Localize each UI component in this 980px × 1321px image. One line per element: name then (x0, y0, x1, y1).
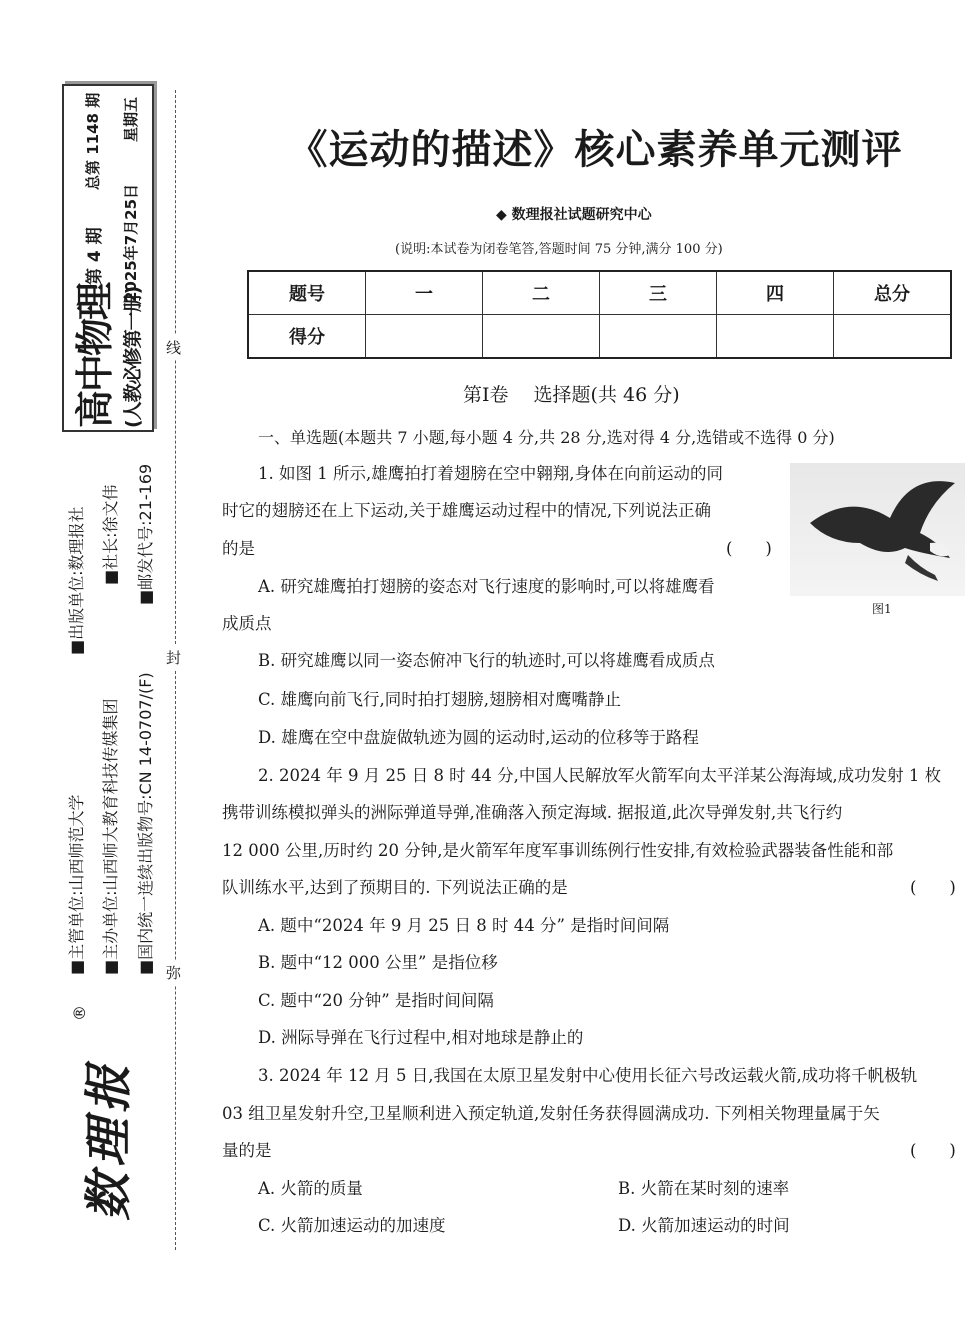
header-cell: 四 (717, 271, 834, 315)
q1-option-d: D. 雄鹰在空中盘旋做轨迹为圆的运动时,运动的位移等于路程 (258, 728, 699, 747)
q2-line: 队训练水平,达到了预期目的. 下列说法正确的是 (222, 878, 568, 897)
q3-option-d: D. 火箭加速运动的时间 (618, 1216, 790, 1235)
q1-option-a: 成质点 (222, 614, 272, 633)
q2-option-a: A. 题中“2024 年 9 月 25 日 8 时 44 分” 是指时间间隔 (258, 916, 670, 935)
weekday: 星期五 (122, 96, 140, 142)
q2-line: 携带训练模拟弹头的洲际弹道导弹,准确落入预定海域. 据报道,此次导弹发射,共飞行约 (222, 803, 843, 822)
binding-line (175, 90, 176, 1250)
header-cell: 总分 (834, 271, 952, 315)
author-line: ◆ 数理报社试题研究中心 (496, 207, 652, 223)
score-cell[interactable] (600, 315, 717, 359)
q3-option-c: C. 火箭加速运动的加速度 (258, 1216, 446, 1235)
q2-option-b: B. 题中“12 000 公里” 是指位移 (258, 953, 498, 972)
info-supervisor: ■主管单位:山西师范大学 (67, 794, 86, 975)
q2-line: 2. 2024 年 9 月 25 日 8 时 44 分,中国人民解放军火箭军向太平洋某公海海域,成功发射 1 枚 (258, 766, 942, 785)
score-table (247, 270, 952, 359)
info-sponsor: ■主办单位:山西师大教育科技传媒集团 (101, 698, 120, 975)
cut-mark-mi: 弥 (166, 960, 181, 985)
info-president: ■社长:徐文伟 (101, 484, 120, 585)
q1-option-b: B. 研究雄鹰以同一姿态俯冲飞行的轨迹时,可以将雄鹰看成质点 (258, 651, 715, 670)
q2-option-d: D. 洲际导弹在飞行过程中,相对地球是静止的 (258, 1028, 584, 1047)
header-cell: 二 (483, 271, 600, 315)
info-publisher: ■出版单位:数理报社 (67, 506, 86, 655)
header-cell: 题号 (248, 271, 366, 315)
cut-mark-feng: 封 (166, 645, 181, 670)
exam-note: (说明:本试卷为闭卷笔答,答题时间 75 分钟,满分 100 分) (395, 242, 723, 257)
header-cell: 一 (366, 271, 483, 315)
q1-line: 的是 (222, 539, 255, 558)
score-cell[interactable] (717, 315, 834, 359)
header-cell: 三 (600, 271, 717, 315)
q2-option-c: C. 题中“20 分钟” 是指时间间隔 (258, 991, 494, 1010)
info-postal-code: ■邮发代号:21-169 (136, 463, 155, 605)
q1-line: 时它的翅膀还在上下运动,关于雄鹰运动过程中的情况,下列说法正确 (222, 501, 711, 520)
issue: 第 4 期 (85, 227, 105, 285)
paper-name: 高中物理 (73, 283, 117, 428)
q2-line: 12 000 公里,历时约 20 分钟,是火箭军年度军事训练例行性安排,有效检验武器装备性能和部 (222, 841, 894, 860)
part-title: 一、单选题(本题共 7 小题,每小题 4 分,共 28 分,选对得 4 分,选错或不选得 0 分) (258, 428, 835, 447)
q1-answer-blank[interactable]: ( ) (726, 539, 772, 558)
registered-mark: ® (70, 1005, 89, 1021)
brand-logo: 数理报 (81, 1058, 137, 1221)
q3-option-a: A. 火箭的质量 (258, 1179, 363, 1198)
page-title: 《运动的描述》核心素养单元测评 (287, 127, 903, 173)
q1-line: 1. 如图 1 所示,雄鹰拍打着翅膀在空中翱翔,身体在向前运动的同 (258, 464, 723, 483)
score-cell[interactable] (483, 315, 600, 359)
q1-option-a: A. 研究雄鹰拍打翅膀的姿态对飞行速度的影响时,可以将雄鹰看 (258, 577, 715, 596)
figure-caption: 图1 (872, 602, 892, 616)
q3-line: 3. 2024 年 12 月 5 日,我国在太原卫星发射中心使用长征六号改运载火箭,成功将千帆极轨 (258, 1066, 918, 1085)
eagle-image (790, 463, 965, 596)
score-cell[interactable] (834, 315, 952, 359)
total-issue: 总第 1148 期 (84, 92, 102, 190)
q2-answer-blank[interactable]: ( ) (910, 878, 956, 897)
score-cell[interactable] (366, 315, 483, 359)
row-label: 得分 (248, 315, 366, 359)
q3-option-b: B. 火箭在某时刻的速率 (618, 1179, 790, 1198)
q3-line: 03 组卫星发射升空,卫星顺利进入预定轨道,发射任务获得圆满成功. 下列相关物理量属于矢 (222, 1104, 880, 1123)
info-cn-number: ■国内统一连续出版物号:CN 14-0707/(F) (136, 672, 155, 975)
q3-line: 量的是 (222, 1141, 272, 1160)
cut-mark-xian: 线 (166, 335, 181, 360)
date: 2025年7月25日 (122, 183, 140, 302)
section-title: 第Ⅰ卷 选择题(共 46 分) (463, 384, 680, 406)
q3-answer-blank[interactable]: ( ) (910, 1141, 956, 1160)
q1-option-c: C. 雄鹰向前飞行,同时拍打翅膀,翅膀相对鹰嘴静止 (258, 690, 622, 709)
edition: (人教必修第一册) (122, 286, 144, 428)
